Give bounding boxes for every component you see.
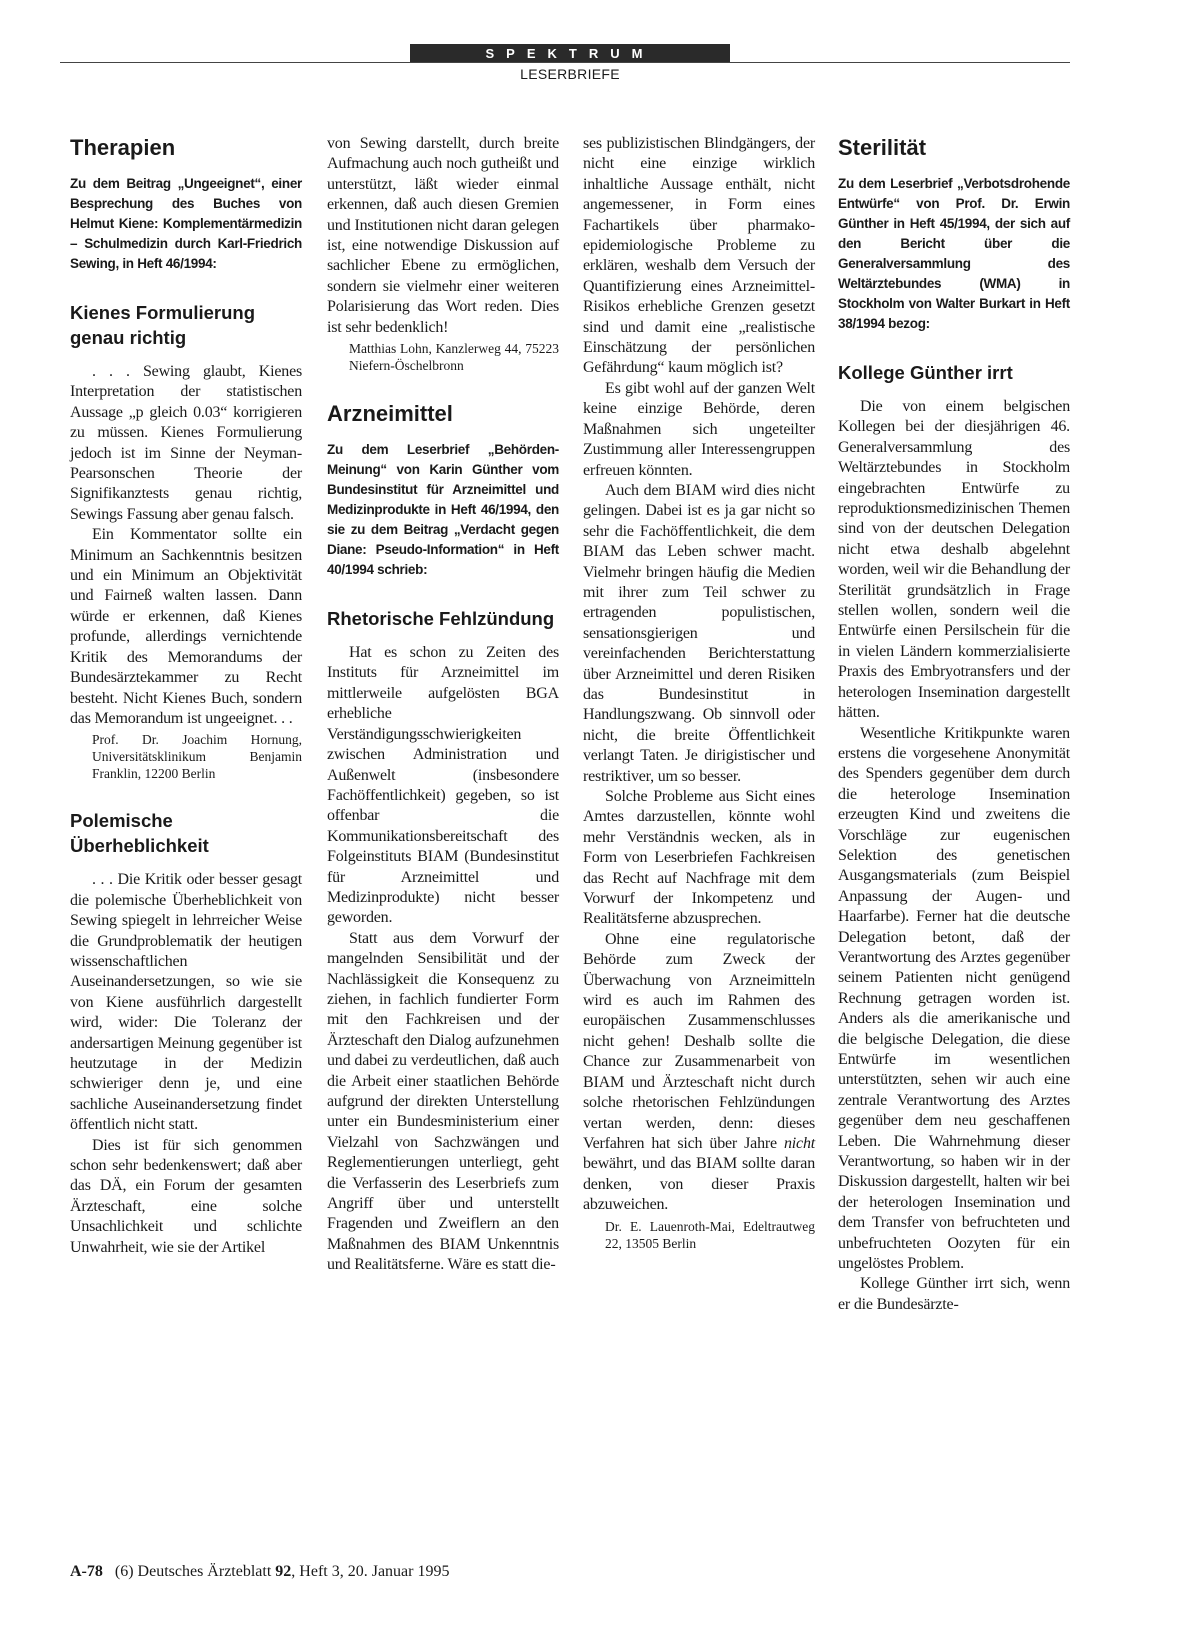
text-run: Ohne eine regulatorische Behörde zum Zweck der Überwachung von Arzneimitteln wird es auch im Rahmen des europäischen Zusammenschlusses nicht gehen! Deshalb sollte die Chance zur Zusammenarbeit von BIAM und Ärzteschaft nicht durch solche rhetorischen Fehlzündungen vertan werden, denn: dieses Verfahren hat sich über Jahre <box>583 930 815 1152</box>
letter-paragraph: Es gibt wohl auf der ganzen Welt keine einzige Behörde, deren Maßnahmen sich ungeteilter Zustimmung aller Interessengruppen erfreuen könnten. <box>583 379 815 479</box>
letter-title: Polemische Überheblichkeit <box>70 810 209 857</box>
section-intro: Zu dem Leserbrief „Behörden-Meinung“ von Karin Günther vom Bundesinstitut für Arzneimittel und Medizinprodukte in Heft 46/1994, den sie zu dem Beitrag „Verdacht gegen Diane: Pseudo-Information“ in Heft 40/1994 schrieb: <box>327 442 559 578</box>
letter-signature: Dr. E. Lauenroth-Mai, Edeltrautweg 22, 13505 Berlin <box>605 1218 815 1251</box>
emphasis: nicht <box>784 1134 815 1152</box>
letter-paragraph <box>583 930 815 1216</box>
page-footer <box>70 1563 449 1581</box>
page-number: A-78 <box>70 1563 103 1580</box>
text-run: bewährt, und das BIAM sollte daran denken, von dieser Praxis abzuweichen. <box>583 1155 815 1214</box>
column-1 <box>70 134 302 1258</box>
letter-paragraph: von Sewing darstellt, durch breite Aufmachung auch noch gutheißt und unterstützt, läßt wieder einmal erkennen, daß auch diesen Gremien und Institutionen nicht daran gelegen ist, eine notwendige Diskussion auf sachlicher Ebene zu ermöglichen, sondern sie vielmehr einer weiteren Polarisierung das Wort reden. Dies ist sehr bedenklich! <box>327 135 559 336</box>
letter-paragraph: Wesentliche Kritikpunkte waren erstens die vorgesehene Anonymität des Spenders gegenüber dem durch die heterologe Insemination erzeugten Kind und zweitens die Vorschläge zur eugenischen Selektion des genetischen Ausgangsmaterials (zum Beispiel Anpassung der Augen- und Haarfarbe). Ferner hat die deutsche Delegation betont, daß der Verantwortung des Arztes gegenüber seinem Patienten nicht genügend Rechnung getragen worden ist. Anders als die amerikanische und die belgische Delegation, die diese Entwürfe im wesentlichen unterstützten, sehen wir auch eine zentrale Verantwortung des Arztes gegenüber dem neu geschaffenen Leben. Die Wahrnehmung dieser Verantwortung, so haben wir in der Diskussion dargestellt, halten wir bei der heterologen Insemination und dem Transfer von befruchteten und unbefruchteten Oozyten für ein ungelöstes Problem. <box>838 724 1070 1273</box>
section-title-sterilitaet: Sterilität <box>838 135 927 160</box>
letter-paragraph: Auch dem BIAM wird dies nicht gelingen. Dabei ist es ja gar nicht so sehr die Fachöffentlichkeit, die dem BIAM das Leben schwer macht. Vielmehr bringen häufig die Medien mit ihrer zum Teil schwer zu ertragenden populistischen, sensationsgierigen und vereinfachenden Berichterstattung über Arzneimittel und deren Risiken das Bundesinstitut in Handlungszwang. Ob sinnvoll oder nicht, die breite Öffentlichkeit verlangt Taten. Je dirigistischer und restriktiver, um so besser. <box>583 481 815 785</box>
section-intro: Zu dem Leserbrief „Verbotsdrohende Entwürfe“ von Prof. Dr. Erwin Günther in Heft 45/1994, der sich auf den Bericht über die Generalversammlung des Weltärztebundes (WMA) in Stockholm von Walter Burkart in Heft 38/1994 bezog: <box>838 176 1070 331</box>
letter-paragraph: . . . Sewing glaubt, Kienes Interpretation der statistischen Aussage „p gleich 0.03“ korrigieren zu müssen. Kienes Formulierung jedoch ist im Sinne der Neyman-Pearsonschen Theorie der Signifikanztests genau richtig, Sewings Fassung aber genau falsch. <box>70 363 302 523</box>
section-title-therapien: Therapien <box>70 135 176 160</box>
column-3 <box>583 134 815 1252</box>
section-banner: SPEKTRUM <box>410 44 730 63</box>
letter-paragraph: ses publizistischen Blindgängers, der nicht eine einzige wirklich inhaltliche Aussage enthält, nicht angemessener, in Form eines Fachartikels über pharmako-epidemiologische Probleme zu erklären, weshalb dem Versuch der Quantifizierung eines Arzneimittel-Risikos erhebliche Grenzen gesetzt sind und damit eine „realistische Einschätzung der persönlichen Gefährdung“ kaum möglich ist? <box>583 135 815 377</box>
letter-paragraph: Solche Probleme aus Sicht eines Amtes darzustellen, könnte wohl mehr Verständnis wecken, als in Form von Leserbriefen Fachkreisen das Recht auf Nachfrage mit dem Vorwurf der Inkompetenz und Realitätsferne abzusprechen. <box>583 788 815 928</box>
journal-volume: 92 <box>275 1563 292 1580</box>
letter-paragraph: Hat es schon zu Zeiten des Instituts für Arzneimittel im mittlerweile aufgelösten BGA erhebliche Verständigungsschwierigkeiten zwischen Administration und Außenwelt (insbesondere Fachöffentlichkeit) gegeben, so ist offenbar die Kommunikationsbereitschaft des Folgeinstituts BIAM (Bundesinstitut für Arzneimittel und Medizinprodukte) nicht besser geworden. <box>327 644 559 927</box>
letter-signature: Prof. Dr. Joachim Hornung, Universitätsklinikum Benjamin Franklin, 12200 Berlin <box>92 732 302 782</box>
letter-paragraph: Dies ist für sich genommen schon sehr bedenkenswert; daß aber das DÄ, ein Forum der gesamten Ärzteschaft, eine solche Unsachlichkeit und schlichte Unwahrheit, wie sie der Artikel <box>70 1136 302 1256</box>
letter-paragraph: . . . Die Kritik oder besser gesagt die polemische Überheblichkeit von Sewing spiegelt in lehrreicher Weise die Grundproblematik der heutigen wissenschaftlichen Auseinandersetzungen, so wie sie von Kiene ausführlich dargestellt wird, wider: Die Toleranz der andersartigen Meinung gegenüber ist heutzutage in der Medizin schwieriger denn je, und eine sachliche Auseinandersetzung findet öffentlich nicht statt. <box>70 871 302 1134</box>
letter-paragraph: Ein Kommentator sollte ein Minimum an Sachkenntnis besitzen und ein Minimum an Objektivität und Fairneß walten lassen. Dann würde er erkennen, daß Kienes profunde, allerdings vernichtende Kritik des Memorandums der Bundesärztekammer zu Recht besteht. Nicht Kienes Buch, sondern das Memorandum ist ungeeignet. . . <box>70 526 302 727</box>
section-title-arzneimittel: Arzneimittel <box>327 401 453 427</box>
letter-title: Kienes Formulierung genau richtig <box>70 302 256 348</box>
letter-paragraph: Die von einem belgischen Kollegen bei der diesjährigen 46. Generalversammlung des Weltärztebundes in Stockholm eingebrachten Entwürfe zu reproduktionsmedizinischen Themen sind von der deutschen Delegation nicht etwa deshalb abgelehnt worden, weil wir die Behandlung der Sterilität grundsätzlich in Frage stellen wollen, sondern weil die Entwürfe einen Persilschein für die in vielen Ländern kommerzialisierte Praxis des Embryotransfers und der heterologen Insemination dargestellt hätten. <box>838 398 1070 722</box>
journal-citation: (6) Deutsches Ärzteblatt <box>114 1563 276 1580</box>
column-2 <box>327 134 559 1276</box>
header-rule <box>60 62 1070 63</box>
letter-title: Rhetorische Fehlzündung <box>327 608 555 630</box>
letter-paragraph: Kollege Günther irrt sich, wenn er die Bundesärzte- <box>838 1275 1070 1313</box>
section-intro: Zu dem Beitrag „Ungeeignet“, einer Besprechung des Buches von Helmut Kiene: Komplementärmedizin – Schulmedizin durch Karl-Friedrich Sewing, in Heft 46/1994: <box>70 176 302 271</box>
journal-issue: , Heft 3, 20. Januar 1995 <box>291 1563 450 1580</box>
column-4 <box>838 134 1070 1315</box>
subsection-label: LESERBRIEFE <box>520 66 620 82</box>
letter-signature: Matthias Lohn, Kanzlerweg 44, 75223 Niefern-Öschelbronn <box>349 341 559 374</box>
letter-paragraph: Statt aus dem Vorwurf der mangelnden Sensibilität und der Nachlässigkeit die Konsequenz zu ziehen, in fachlich fundierter Form mit den Fachkreisen und der Ärzteschaft den Dialog aufzunehmen und dabei zu verdeutlichen, daß auch die Arbeit einer staatlichen Behörde aufgrund der direkten Unterstellung unter ein Bundesministerium einer Vielzahl von Sachzwängen und Reglementierungen unterliegt, geht die Verfasserin des Leserbriefs zum Angriff über und unterstellt Fragenden und Zweiflern an den Maßnahmen des BIAM Unkenntnis und Realitätsferne. Wäre es statt die- <box>327 929 559 1274</box>
letter-title: Kollege Günther irrt <box>838 362 1013 383</box>
